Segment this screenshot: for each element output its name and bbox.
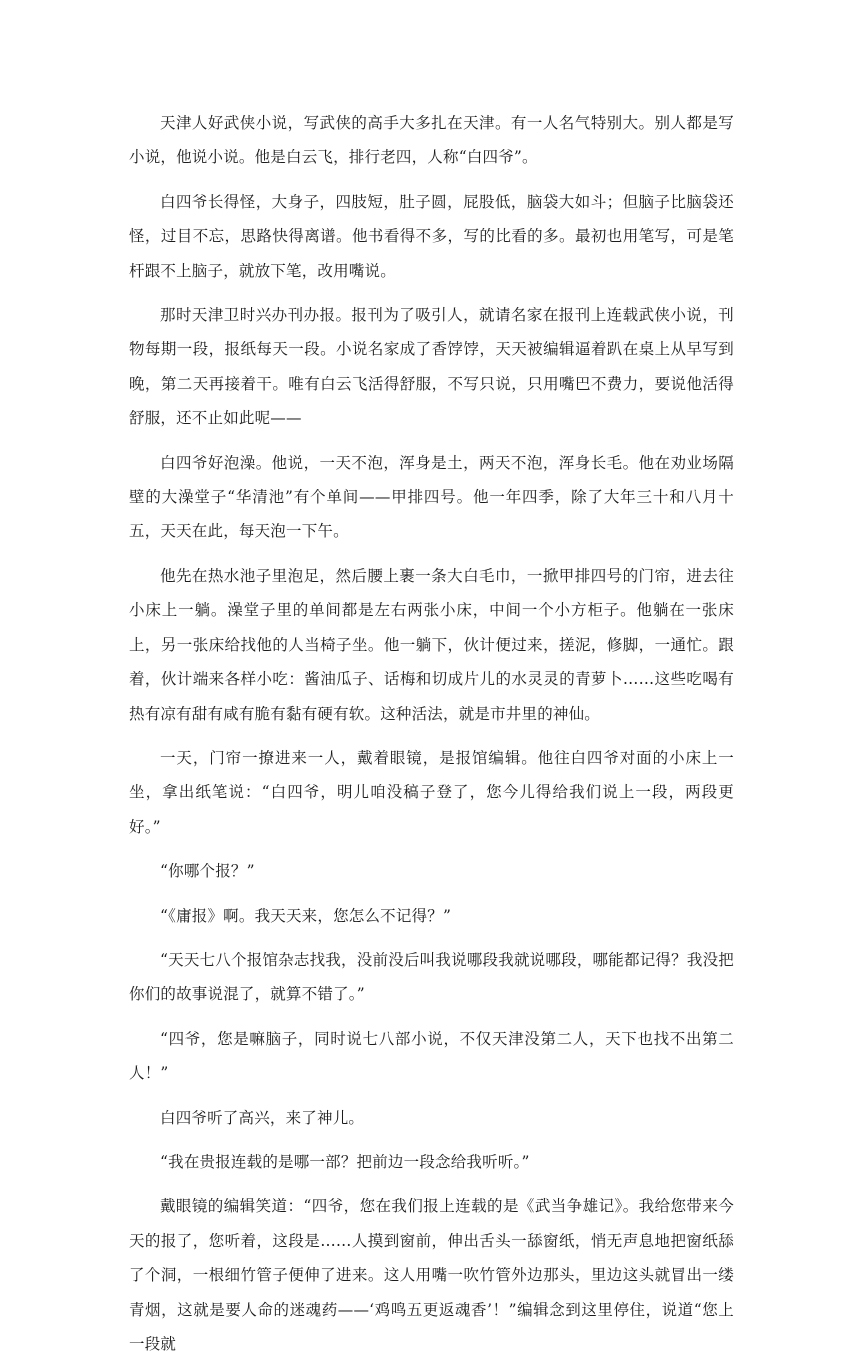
document-page [129,106,734,1371]
paragraph-3: 那时天津卫时兴办刊办报。报刊为了吸引人，就请名家在报刊上连载武侠小说，刊物每期一段，报纸每天一段。小说名家成了香饽饽，天天被编辑逼着趴在桌上从早写到晚，第二天再接着干。唯有白云飞活得舒服，不写只说，只用嘴巴不费力，要说他活得舒服，还不止如此呢—— [129,306,734,428]
paragraph-7: “你哪个报？” [160,862,255,881]
paragraph-8: “《庸报》啊。我天天来，您怎么不记得？” [160,906,452,925]
paragraph-12: “我在贵报连载的是哪一部？把前边一段念给我听听。” [160,1152,530,1171]
paragraph-6: 一天，门帘一撩进来一人，戴着眼镜，是报馆编辑。他往白四爷对面的小床上一坐，拿出纸笔说：“白四爷，明儿咱没稿子登了，您今儿得给我们说上一段，两段更好。” [129,748,734,836]
paragraph-2: 白四爷长得怪，大身子，四肢短，肚子圆，屁股低，脑袋大如斗；但脑子比脑袋还怪，过目不忘，思路快得离谱。他书看得不多，写的比看的多。最初也用笔写，可是笔杆跟不上脑子，就放下笔，改用嘴说。 [129,192,734,280]
paragraph-11: 白四爷听了高兴，来了神儿。 [160,1108,365,1127]
paragraph-1: 天津人好武侠小说，写武侠的高手大多扎在天津。有一人名气特别大。别人都是写小说，他说小说。他是白云飞，排行老四，人称“白四爷”。 [129,114,734,167]
paragraph-5: 他先在热水池子里泡足，然后腰上裹一条大白毛巾，一掀甲排四号的门帘，进去往小床上一躺。澡堂子里的单间都是左右两张小床，中间一个小方柜子。他躺在一张床上，另一张床给找他的人当椅子坐。他一躺下，伙计便过来，搓泥，修脚，一通忙。跟着，伙计端来各样小吃：酱油瓜子、话梅和切成片儿的水灵灵的青萝卜……这些吃喝有热有凉有甜有咸有脆有黏有硬有软。这种活法，就是市井里的神仙。 [129,566,734,723]
paragraph-9: “天天七八个报馆杂志找我，没前没后叫我说哪段我就说哪段，哪能都记得？我没把你们的故事说混了，就算不错了。” [129,950,734,1004]
paragraph-13: 戴眼镜的编辑笑道：“四爷，您在我们报上连载的是《武当争雄记》。我给您带来今天的报了，您听着，这段是……人摸到窗前，伸出舌头一舔窗纸，悄无声息地把窗纸舔了个洞，一根细竹管子便伸了进来。这人用嘴一吹竹管外边那头，里边这头就冒出一缕青烟，这就是要人命的迷魂药——‘鸡鸣五更返魂香’！”编辑念到这里停住，说道“您上一段就 [129,1197,734,1353]
paragraph-4: 白四爷好泡澡。他说，一天不泡，浑身是土，两天不泡，浑身长毛。他在劝业场隔壁的大澡堂子“华清池”有个单间——甲排四号。他一年四季，除了大年三十和八月十五，天天在此，每天泡一下午。 [129,453,734,541]
paragraph-10: “四爷，您是嘛脑子，同时说七八部小说，不仅天津没第二人，天下也找不出第二人！” [129,1029,734,1083]
